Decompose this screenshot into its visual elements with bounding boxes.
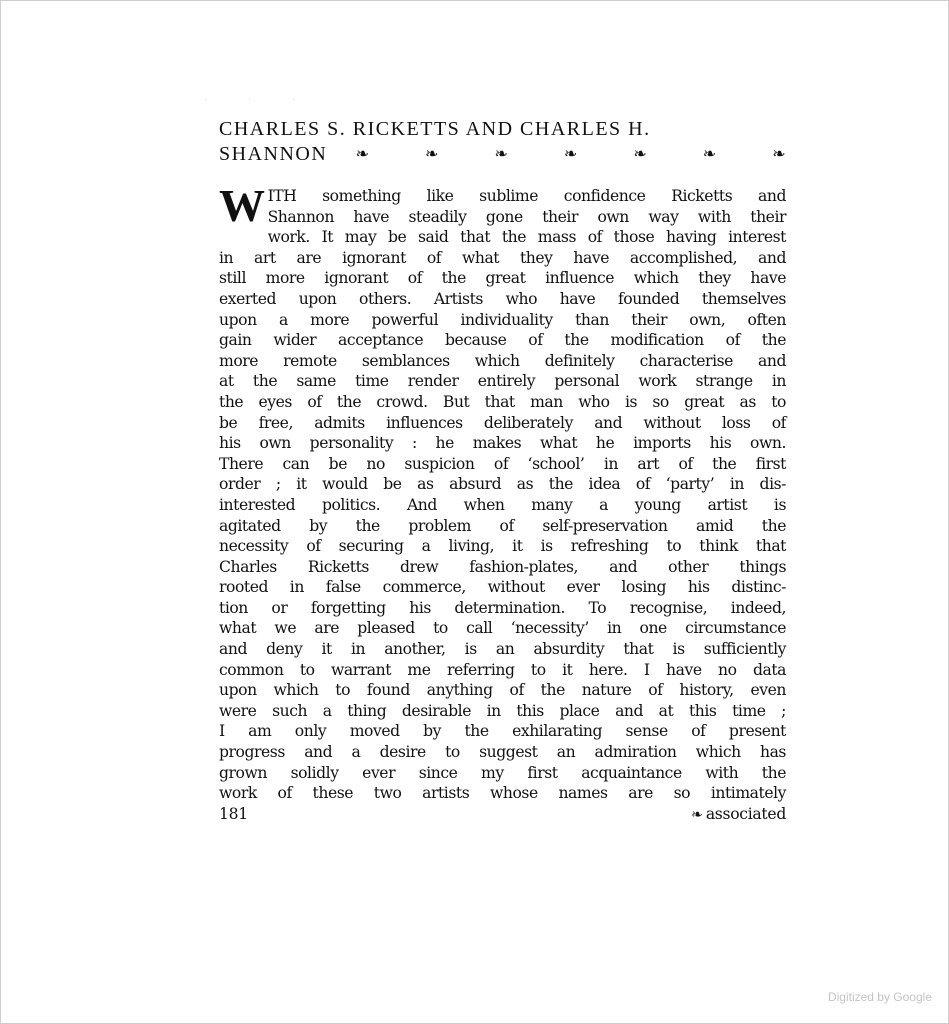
- body-line: what we are pleased to call ‘necessity’ in one circumstance: [219, 619, 786, 638]
- body-line: There can be no suspicion of ‘school’ in art of the first: [219, 454, 786, 473]
- body-line: be free, admits influences deliberately and without loss of: [219, 413, 786, 432]
- article-title-line-2: [219, 142, 786, 167]
- body-line: agitated by the problem of self-preservation amid the: [219, 516, 786, 535]
- body-line: at the same time render entirely personal work strange in: [219, 372, 786, 391]
- body-lines: [219, 227, 786, 804]
- body-line: gain wider acceptance because of the modification of the: [219, 331, 786, 350]
- ornament-leaf-icon: ❧: [702, 146, 717, 163]
- ornament-leaf-icon: ❧: [355, 146, 369, 163]
- ornament-leaf-icon: ❧: [494, 146, 508, 163]
- body-line: and deny it in another, is an absurdity that is sufficiently: [219, 640, 786, 659]
- body-line: still more ignorant of the great influence which they have: [219, 269, 786, 288]
- body-line: work. It may be said that the mass of those having interest: [267, 228, 786, 247]
- ornament-leaf-icon: ❧: [691, 806, 703, 823]
- ornament-leaf-icon: ❧: [425, 146, 439, 163]
- body-line: upon which to found anything of the nature of history, even: [219, 681, 786, 700]
- body-line: interested politics. And when many a young artist is: [219, 495, 786, 514]
- catchword: [690, 804, 786, 826]
- text-column: [219, 117, 786, 825]
- body-line: tion or forgetting his determination. To recognise, indeed,: [219, 598, 786, 617]
- article-title-text-2: SHANNON: [219, 143, 328, 165]
- body-line: upon a more powerful individuality than their own, often: [219, 310, 786, 329]
- body-line: in art are ignorant of what they have accomplished, and: [219, 248, 786, 267]
- body-line: work of these two artists whose names are so intimately: [219, 784, 786, 803]
- body-line: common to warrant me referring to it here. I have no data: [219, 660, 786, 679]
- body-line: the eyes of the crowd. But that man who is so great as to: [219, 392, 786, 411]
- drop-cap: W: [219, 180, 265, 231]
- body-line: Shannon have steadily gone their own way with their: [267, 207, 786, 226]
- catchword-text: associated: [705, 804, 786, 823]
- body-line: his own personality : he makes what he imports his own.: [219, 434, 786, 453]
- ornament-leaf-icon: ❧: [633, 146, 647, 163]
- body-line: order ; it would be as absurd as the idea of ‘party’ in dis-: [219, 475, 786, 494]
- digitized-watermark: Digitized by Google: [827, 990, 932, 1004]
- body-line: Charles Ricketts drew fashion-plates, and other things: [219, 557, 786, 576]
- body-line: necessity of securing a living, it is refreshing to think that: [219, 537, 786, 556]
- scan-specks: · · ·: [205, 97, 315, 104]
- title-ornaments: [355, 142, 786, 167]
- body-line: I am only moved by the exhilarating sense of present: [219, 722, 786, 741]
- body-line: were such a thing desirable in this place and at this time ;: [219, 701, 786, 720]
- body-line: grown solidly ever since my first acquaintance with the: [219, 763, 786, 782]
- page-number: 181: [219, 804, 248, 823]
- article-title-line-1: [219, 117, 786, 142]
- body-line: ITH something like sublime confidence Ricketts and: [267, 187, 786, 205]
- body-line: rooted in false commerce, without ever losing his distinc-: [219, 578, 786, 597]
- body-line: more remote semblances which definitely characterise and: [219, 351, 786, 370]
- page-footer: [219, 804, 786, 826]
- article-body: [219, 180, 786, 825]
- body-line: progress and a desire to suggest an admiration which has: [219, 743, 786, 762]
- article-title-text-1: CHARLES S. RICKETTS AND CHARLES H.: [219, 118, 651, 140]
- body-line: exerted upon others. Artists who have founded themselves: [219, 289, 786, 308]
- ornament-leaf-icon: ❧: [563, 146, 578, 163]
- ornament-leaf-icon: ❧: [772, 146, 786, 163]
